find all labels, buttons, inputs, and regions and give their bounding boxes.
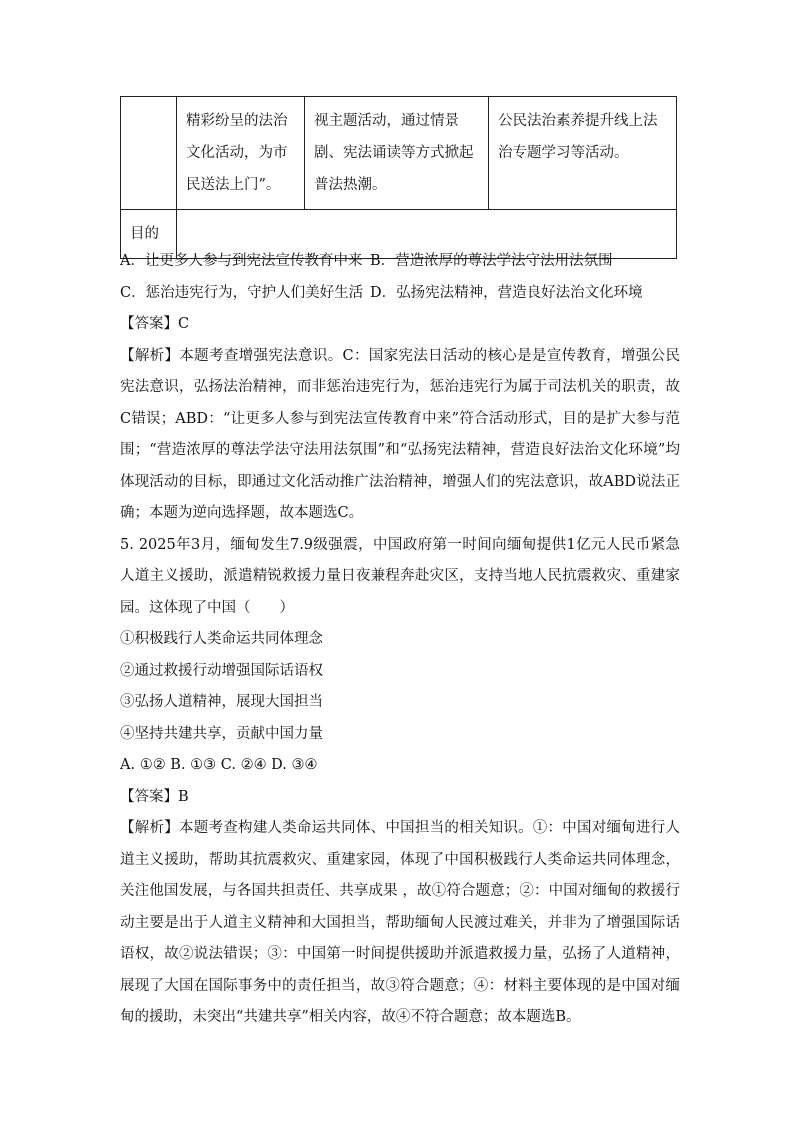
q5-stem: 5. 2025年3月，缅甸发生7.9级强震，中国政府第一时间向缅甸提供1亿元人民币紧急人道主义援助，派遣精锐救援力量日夜兼程奔赴灾区，支持当地人民抗震救灾、重建家园。这体现了中国（ ） [120, 536, 680, 616]
table-cell: 公民法治素养提升线上法治专题学习等活动。 [489, 97, 677, 210]
q4-option-a: A．让更多人参与到宪法宣传教育中来 [120, 253, 363, 269]
q4-option-b: B．营造浓厚的尊法学法守法用法氛围 [370, 253, 613, 269]
q5-item-3: ③弘扬人道精神，展现大国担当 [120, 694, 323, 710]
q5-item-1: ①积极践行人类命运共同体理念 [120, 631, 323, 647]
q4-options-row-2 [120, 278, 680, 310]
q5-item-4: ④坚持共建共享，贡献中国力量 [120, 725, 323, 742]
q5-answer: 【答案】B [120, 788, 189, 805]
activity-table [120, 96, 677, 259]
table-cell [121, 97, 177, 210]
table-cell: 精彩纷呈的法治文化活动，为市民送法上门”。 [177, 97, 305, 210]
q4-options-row-1 [120, 246, 680, 278]
q5-analysis: 【解析】本题考查构建人类命运共同体、中国担当的相关知识。①：中国对缅甸进行人道主义援助，帮助其抗震救灾、重建家园，体现了中国积极践行人类命运共同体理念，关注他国发展，与各国共担责任、共享成果 ，故①符合题意；②：中国对缅甸的救援行动主要是出于人道主义精神和大国担当，帮助缅甸人民渡过难关，并非为了增强国际话语权，故②说法错误；③：中国第一时间提供援助并派遣救援力量，弘扬了人道精神，展现了大国在国际事务中的责任担当，故③符合题意；④：材料主要体现的是中国对缅甸的援助，未突出“共建共享”相关内容，故④不符合题意；故本题选B。 [120, 820, 680, 1025]
q5-item-2: ②通过救援行动增强国际话语权 [120, 662, 323, 679]
question-content [120, 246, 680, 1034]
q4-option-c: C．惩治违宪行为，守护人们美好生活 [120, 284, 364, 301]
q4-option-d: D．弘扬宪法精神，营造良好法治文化环境 [370, 284, 643, 301]
table-cell: 视主题活动，通过情景剧、宪法诵读等方式掀起普法热潮。 [305, 97, 489, 210]
q5-options: A. ①② B. ①③ C. ②④ D. ③④ [120, 757, 318, 773]
purpose-label: 目的 [121, 210, 177, 259]
q4-analysis: 【解析】本题考查增强宪法意识。C：国家宪法日活动的核心是是宣传教育，增强公民宪法意识，弘扬法治精神，而非惩治违宪行为，惩治违宪行为属于司法机关的职责，故C错误；ABD：“让更多人参与到宪法宣传教育中来”符合活动形式，目的是扩大参与范围；“营造浓厚的尊法学法守法用法氛围”和“弘扬宪法精神，营造良好法治文化环境”均体现活动的目标，即通过文化活动推广法治精神，增强人们的宪法意识，故ABD说法正确；本题为逆向选择题，故本题选C。 [120, 347, 680, 521]
q4-answer: 【答案】C [120, 316, 190, 332]
table-row [121, 97, 677, 210]
